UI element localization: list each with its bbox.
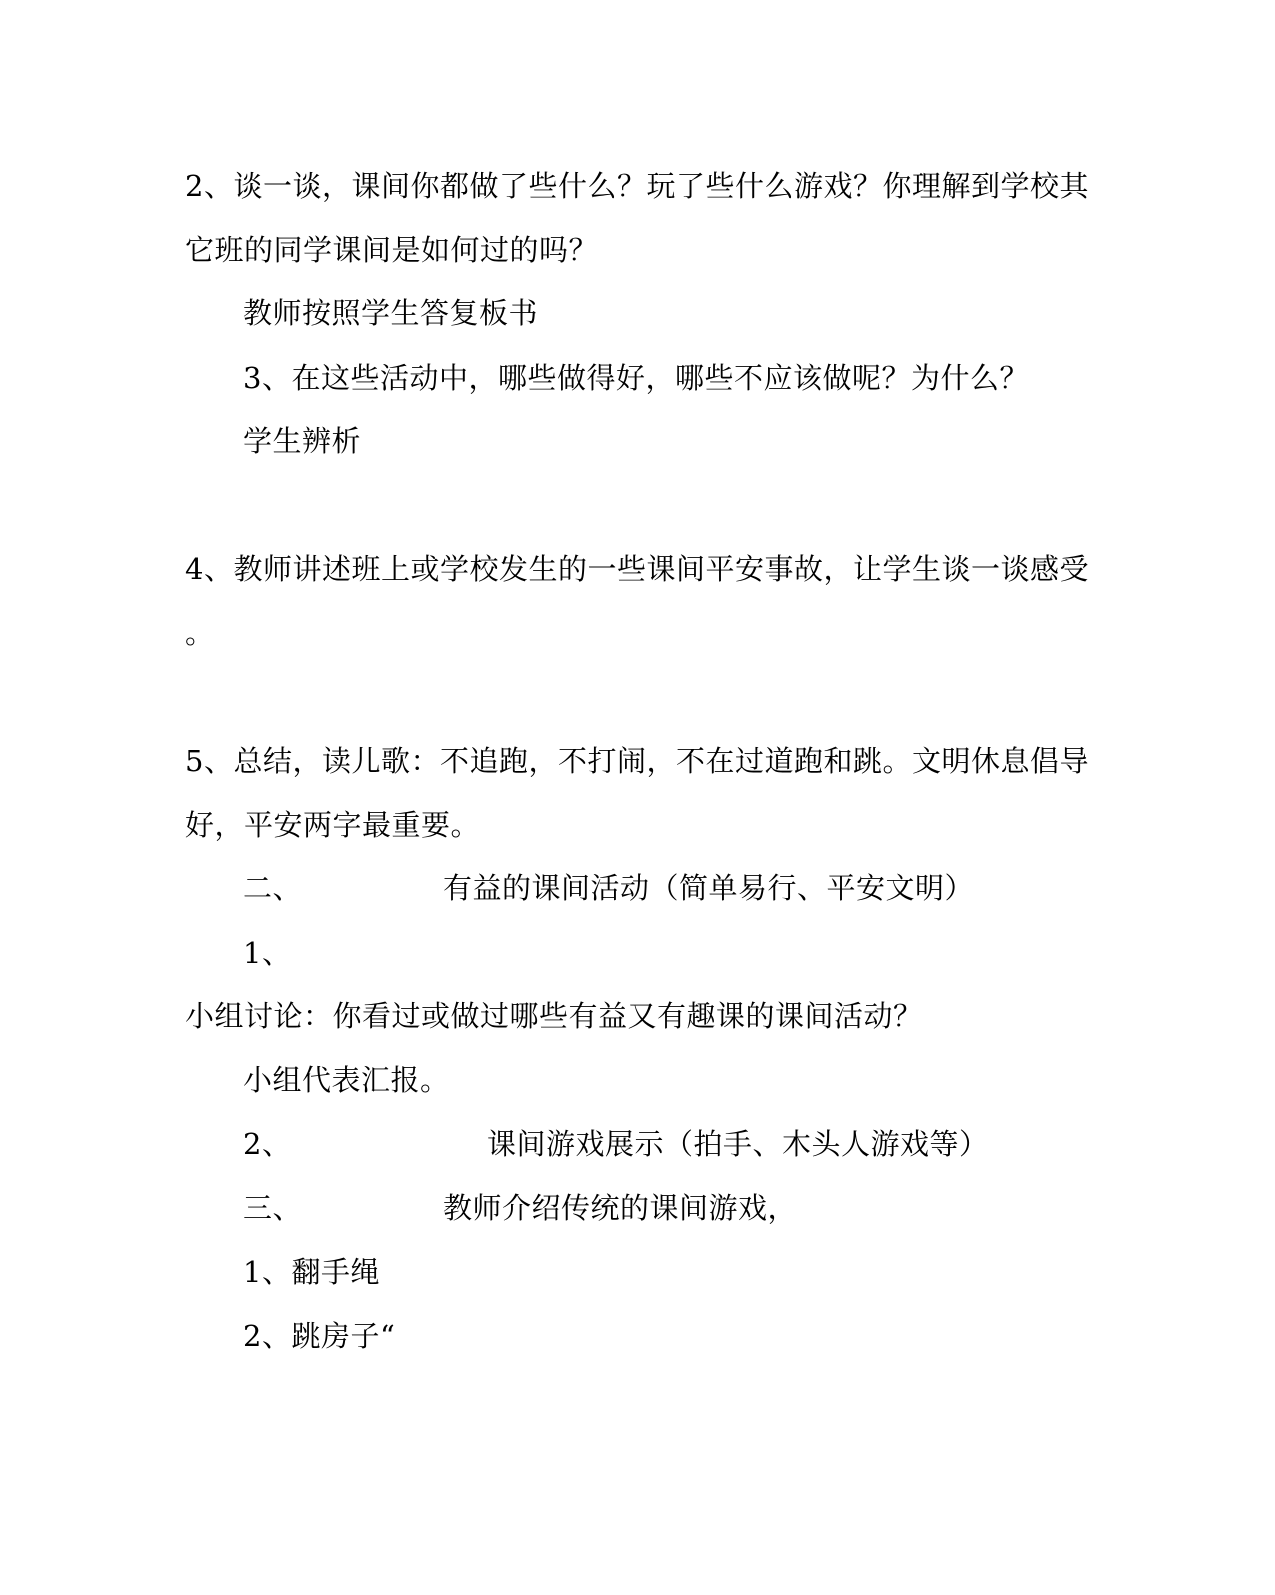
item-1-number: 1、 — [243, 936, 292, 970]
paragraph-2-line-1: 2、谈一谈，课间你都做了些什么？玩了些什么游戏？你理解到学校其 — [185, 169, 1089, 203]
paragraph-3: 3、在这些活动中，哪些做得好，哪些不应该做呢？为什么？ — [243, 361, 1029, 395]
student-analysis-text: 学生辨析 — [243, 424, 362, 458]
group-report-text: 小组代表汇报。 — [243, 1063, 450, 1097]
paragraph-2-line-2: 它班的同学课间是如何过的吗？ — [185, 233, 599, 267]
paragraph-4-line-2: 。 — [185, 616, 215, 650]
paragraph-5-line-2: 好，平安两字最重要。 — [185, 808, 481, 842]
section-2-number: 二、 — [243, 871, 303, 905]
item-2-number: 2、 — [243, 1127, 292, 1161]
section-3-number: 三、 — [243, 1191, 303, 1225]
item-2-text: 课间游戏展示（拍手、木头人游戏等） — [487, 1127, 989, 1161]
game-2-item: 2、跳房子“ — [243, 1319, 396, 1353]
section-3-title: 教师介绍传统的课间游戏， — [443, 1191, 798, 1225]
paragraph-5-line-1: 5、总结，读儿歌：不追跑，不打闹，不在过道跑和跳。文明休息倡导 — [185, 744, 1089, 778]
game-1-item: 1、翻手绳 — [243, 1255, 380, 1289]
teacher-board-text: 教师按照学生答复板书 — [243, 296, 539, 330]
paragraph-4-line-1: 4、教师讲述班上或学校发生的一些课间平安事故，让学生谈一谈感受 — [185, 552, 1089, 586]
section-2-title: 有益的课间活动（简单易行、平安文明） — [443, 871, 975, 905]
item-1-text: 小组讨论：你看过或做过哪些有益又有趣课的课间活动？ — [185, 999, 923, 1033]
